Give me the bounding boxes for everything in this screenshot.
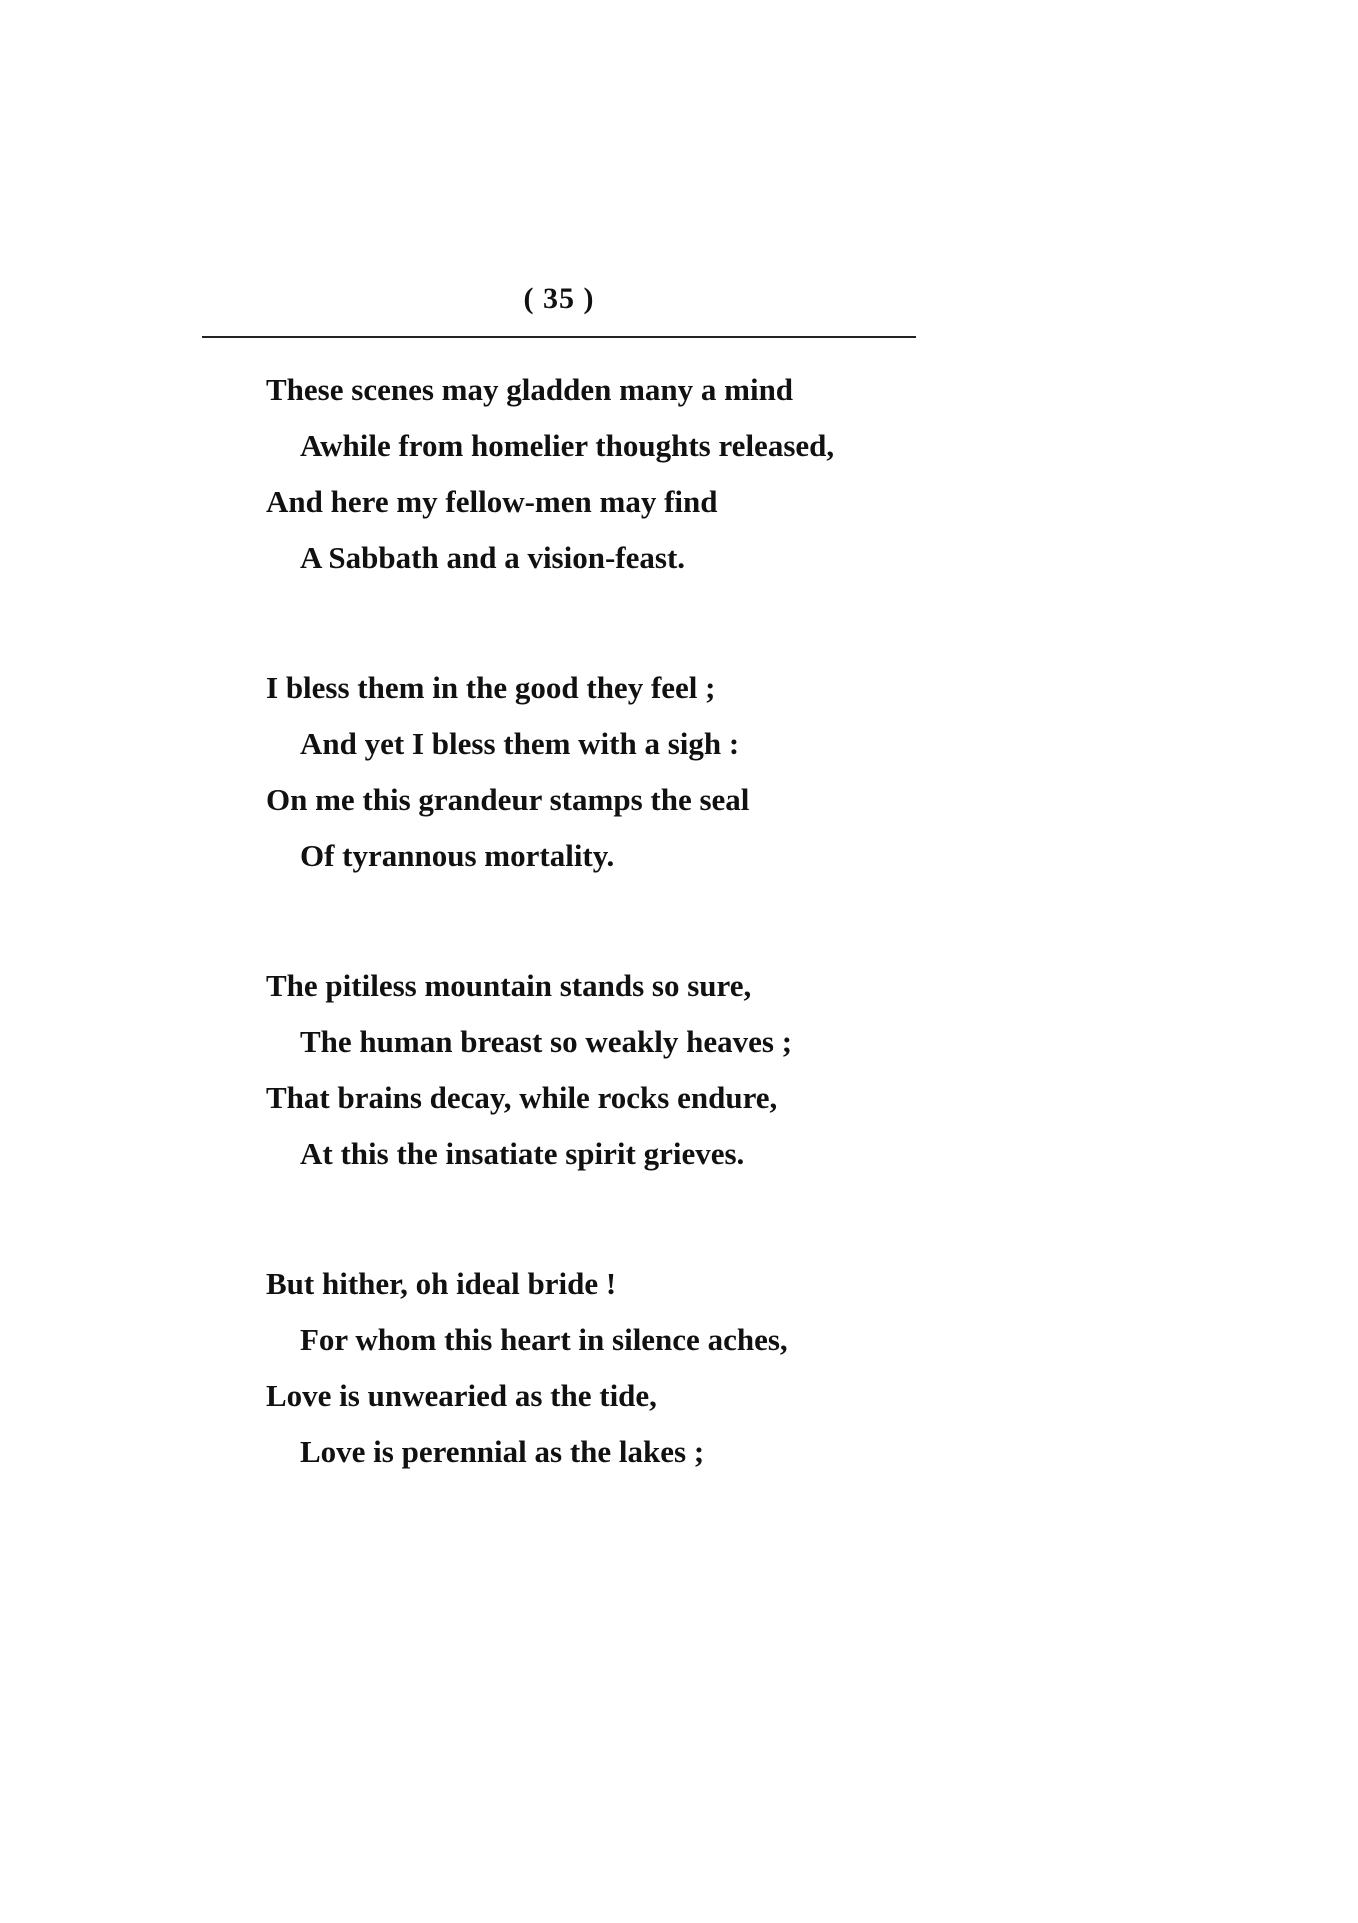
header-rule bbox=[202, 336, 916, 338]
poem-line: Of tyrannous mortality. bbox=[300, 838, 615, 873]
poem-line: I bless them in the good they feel ; bbox=[266, 670, 716, 705]
poem-line: For whom this heart in silence aches, bbox=[300, 1322, 788, 1357]
poem-line: Love is unwearied as the tide, bbox=[266, 1378, 657, 1413]
poem-line: Love is perennial as the lakes ; bbox=[300, 1434, 705, 1469]
poem-line: On me this grandeur stamps the seal bbox=[266, 782, 750, 817]
poem-line: That brains decay, while rocks endure, bbox=[266, 1080, 778, 1115]
poem-line: The human breast so weakly heaves ; bbox=[300, 1024, 793, 1059]
poem-line: A Sabbath and a vision-feast. bbox=[300, 540, 686, 575]
page-number: ( 35 ) bbox=[523, 282, 595, 315]
poem-line: At this the insatiate spirit grieves. bbox=[300, 1136, 745, 1171]
poem-line: But hither, oh ideal bride ! bbox=[266, 1266, 617, 1301]
poem-line: And yet I bless them with a sigh : bbox=[300, 726, 740, 761]
poem-line: Awhile from homelier thoughts released, bbox=[300, 428, 835, 463]
poem-line: And here my fellow-men may find bbox=[266, 484, 718, 519]
poem-line: The pitiless mountain stands so sure, bbox=[266, 968, 752, 1003]
poem-line: These scenes may gladden many a mind bbox=[266, 372, 794, 407]
